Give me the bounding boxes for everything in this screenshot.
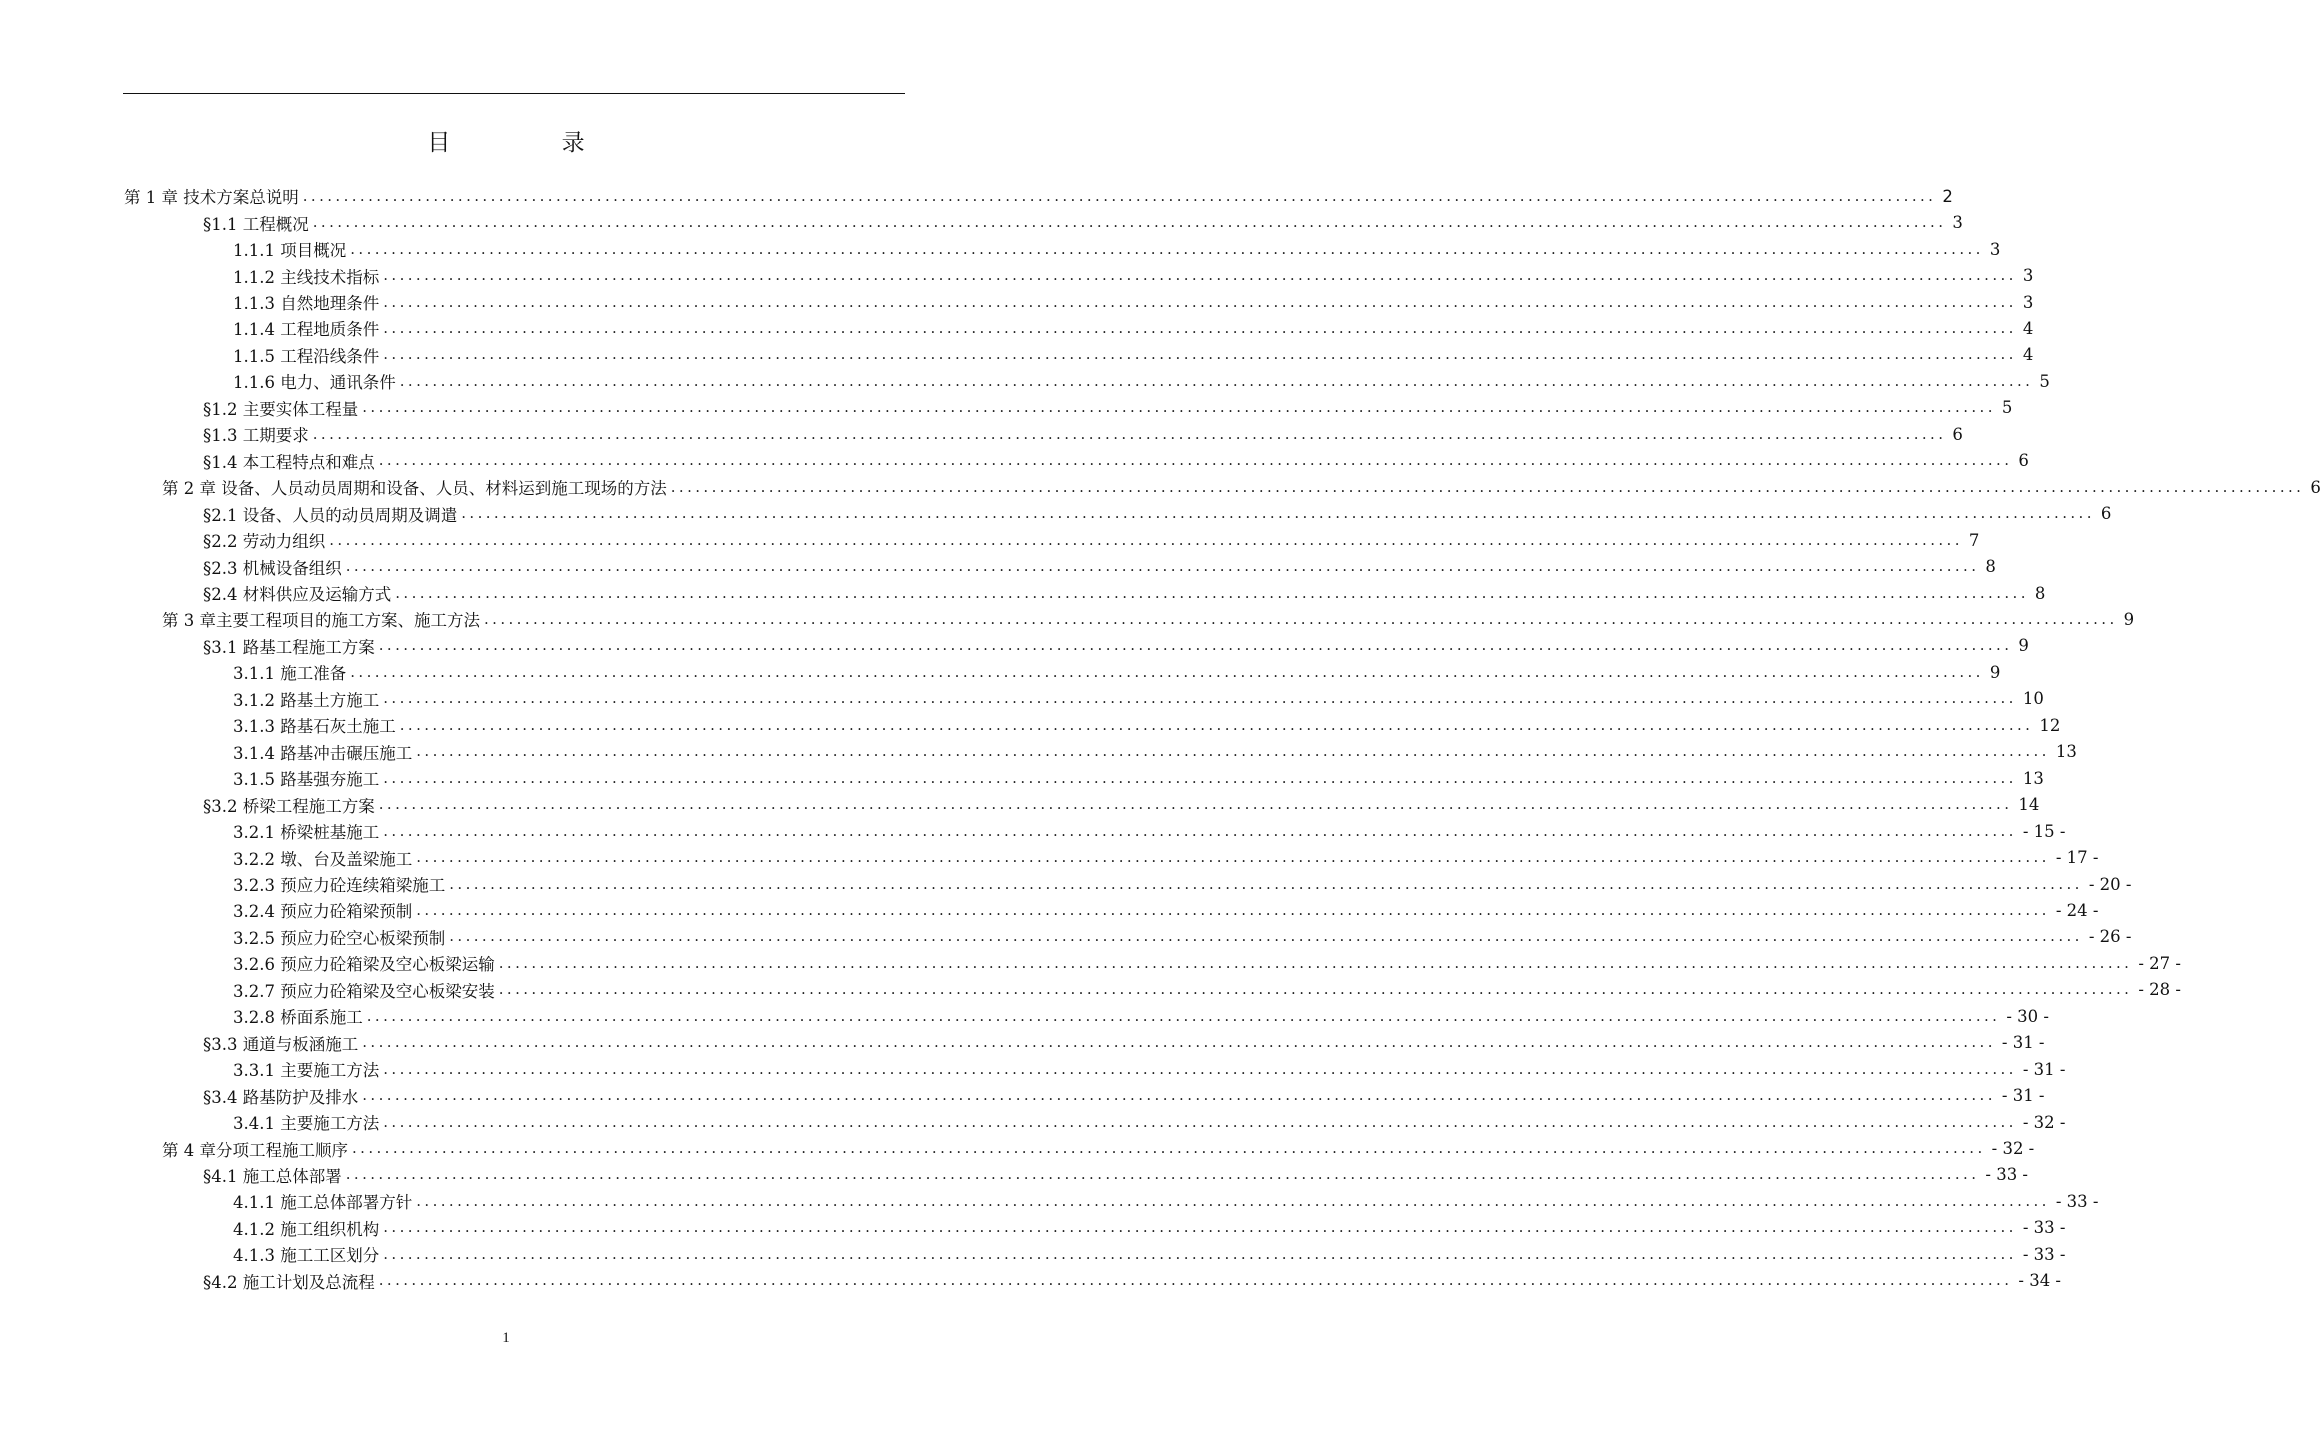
toc-entry	[203, 527, 1980, 553]
toc-entry-label: §1.2 主要实体工程量	[203, 399, 359, 419]
toc-leader-dots: ........................................................................................................................................................................................................	[345, 1165, 1980, 1184]
table-of-contents	[0, 183, 2321, 1294]
toc-entry	[233, 342, 2034, 368]
toc-entry	[233, 818, 2066, 844]
toc-entry-page: - 28 -	[2138, 980, 2181, 1000]
toc-entry-label: 3.1.5 路基强夯施工	[233, 770, 380, 790]
toc-entry	[233, 1003, 2049, 1029]
toc-entry-page: - 33 -	[1985, 1165, 2029, 1185]
toc-entry	[162, 1135, 2035, 1161]
toc-entry-label: §1.4 本工程特点和难点	[203, 452, 375, 472]
toc-leader-dots: ........................................................................................................................................................................................................	[350, 239, 1984, 258]
toc-leader-dots: ........................................................................................................................................................................................................	[383, 345, 2017, 364]
toc-entry-page: 8	[1985, 557, 1996, 577]
toc-leader-dots: ........................................................................................................................................................................................................	[383, 318, 2017, 337]
toc-entry	[233, 289, 2034, 315]
toc-leader-dots: ........................................................................................................................................................................................................	[366, 1006, 2001, 1025]
toc-entry	[203, 395, 2013, 421]
toc-leader-dots: ........................................................................................................................................................................................................	[383, 1218, 2017, 1237]
toc-entry-page: - 33 -	[2022, 1244, 2066, 1264]
toc-leader-dots: ........................................................................................................................................................................................................	[362, 398, 1996, 417]
toc-entry-label: 3.1.3 路基石灰土施工	[233, 717, 396, 737]
toc-entry-page: - 33 -	[2022, 1218, 2066, 1238]
toc-entry-label: 4.1.1 施工总体部署方针	[233, 1193, 413, 1213]
toc-leader-dots: ........................................................................................................................................................................................................	[484, 609, 2118, 628]
toc-entry-page: 12	[2039, 715, 2061, 735]
toc-entry-label: 3.2.3 预应力砼连续箱梁施工	[233, 876, 446, 895]
toc-entry	[233, 236, 2001, 262]
toc-entry-label: 3.2.8 桥面系施工	[233, 1008, 363, 1028]
toc-entry-page: 6	[2310, 477, 2321, 497]
toc-leader-dots: ........................................................................................................................................................................................................	[449, 874, 2083, 893]
toc-entry-page: - 24 -	[2055, 900, 2099, 920]
toc-entry-page: - 27 -	[2138, 953, 2181, 973]
toc-entry-page: 6	[1952, 424, 1963, 444]
toc-entry	[233, 686, 2044, 712]
toc-entry-label: 第 2 章 设备、人员动员周期和设备、人员、材料运到施工现场的方法	[162, 479, 667, 499]
toc-leader-dots: ........................................................................................................................................................................................................	[362, 1086, 1996, 1105]
toc-leader-dots: ........................................................................................................................................................................................................	[378, 636, 2013, 655]
toc-leader-dots: ........................................................................................................................................................................................................	[329, 530, 1963, 549]
toc-entry	[233, 844, 2099, 870]
toc-leader-dots: ........................................................................................................................................................................................................	[378, 451, 2013, 470]
toc-entry	[162, 474, 2321, 500]
toc-entry-page: 10	[2022, 689, 2044, 709]
toc-entry-label: §3.2 桥梁工程施工方案	[203, 796, 375, 816]
toc-entry-label: §4.2 施工计划及总流程	[203, 1272, 375, 1292]
toc-entry-page: 4	[2022, 345, 2034, 365]
toc-entry-label: §3.1 路基工程施工方案	[203, 637, 375, 657]
toc-entry	[203, 500, 2112, 526]
toc-entry-label: 3.1.4 路基冲击碾压施工	[233, 743, 413, 763]
toc-leader-dots: ........................................................................................................................................................................................................	[383, 821, 2017, 840]
toc-entry-label: 1.1.5 工程沿线条件	[233, 346, 380, 366]
toc-entry-page: 9	[2123, 609, 2135, 629]
toc-leader-dots: ........................................................................................................................................................................................................	[302, 186, 1937, 205]
toc-entry-label: 3.1.2 路基土方施工	[233, 690, 380, 710]
toc-entry-page: 9	[2018, 636, 2029, 656]
toc-entry-label: §2.4 材料供应及运输方式	[203, 585, 392, 605]
toc-entry-label: 1.1.1 项目概况	[233, 241, 347, 261]
toc-entry-page: - 31 -	[2022, 1059, 2066, 1079]
toc-leader-dots: ........................................................................................................................................................................................................	[399, 371, 2034, 390]
toc-leader-dots: ........................................................................................................................................................................................................	[312, 213, 1947, 232]
toc-entry	[203, 1268, 2062, 1294]
toc-entry-page: 3	[1989, 239, 2001, 259]
toc-entry	[233, 977, 2181, 1003]
toc-entry-page: 5	[2001, 398, 2013, 418]
toc-entry-label: §3.4 路基防护及排水	[203, 1087, 359, 1107]
toc-leader-dots: ........................................................................................................................................................................................................	[383, 1244, 2017, 1263]
toc-leader-dots: ........................................................................................................................................................................................................	[383, 768, 2017, 787]
toc-entry-label: 3.2.1 桥梁桩基施工	[233, 823, 380, 843]
toc-entry-page: 6	[2018, 451, 2029, 471]
toc-entry-page: - 34 -	[2018, 1271, 2062, 1291]
toc-leader-dots: ........................................................................................................................................................................................................	[461, 504, 2095, 523]
toc-entry-label: 第 3 章主要工程项目的施工方案、施工方法	[162, 611, 480, 631]
toc-entry-label: §1.3 工期要求	[203, 426, 309, 446]
toc-leader-dots: ........................................................................................................................................................................................................	[345, 557, 1980, 576]
toc-entry	[203, 421, 1963, 447]
toc-entry-label: 3.2.4 预应力砼箱梁预制	[233, 902, 413, 922]
toc-entry	[162, 606, 2135, 632]
toc-leader-dots: ........................................................................................................................................................................................................	[350, 662, 1984, 681]
toc-entry-label: 第 1 章 技术方案总说明	[124, 188, 299, 208]
toc-entry	[233, 924, 2132, 950]
toc-leader-dots: ........................................................................................................................................................................................................	[383, 689, 2017, 708]
toc-entry-page: 3	[1952, 213, 1963, 233]
toc-entry	[203, 633, 2029, 659]
toc-entry-label: 1.1.4 工程地质条件	[233, 320, 380, 340]
toc-entry-page: - 17 -	[2055, 848, 2099, 868]
toc-entry-page: - 30 -	[2006, 1006, 2049, 1026]
toc-entry-page: - 26 -	[2088, 927, 2132, 947]
toc-entry-label: 1.1.6 电力、通讯条件	[233, 373, 396, 393]
toc-entry	[124, 183, 1953, 209]
toc-entry	[233, 765, 2044, 791]
toc-entry-page: - 15 -	[2022, 821, 2066, 841]
toc-leader-dots: ........................................................................................................................................................................................................	[395, 583, 2029, 602]
toc-entry-label: §4.1 施工总体部署	[203, 1166, 342, 1186]
toc-entry	[233, 368, 2050, 394]
toc-entry	[233, 1056, 2066, 1082]
toc-entry	[233, 712, 2061, 738]
toc-leader-dots: ........................................................................................................................................................................................................	[312, 424, 1947, 443]
toc-entry	[203, 580, 2046, 606]
toc-leader-dots: ........................................................................................................................................................................................................	[399, 715, 2034, 734]
toc-leader-dots: ........................................................................................................................................................................................................	[498, 980, 2133, 999]
toc-entry-page: 5	[2039, 371, 2050, 391]
toc-leader-dots: ........................................................................................................................................................................................................	[449, 927, 2083, 946]
toc-entry-page: - 20 -	[2088, 874, 2132, 894]
toc-entry-label: §3.3 通道与板涵施工	[203, 1034, 359, 1054]
toc-entry-page: 14	[2018, 795, 2040, 815]
toc-entry-label: 4.1.2 施工组织机构	[233, 1219, 380, 1239]
toc-entry-page: - 32 -	[2022, 1112, 2066, 1132]
toc-entry-page: - 31 -	[2001, 1086, 2045, 1106]
toc-entry-page: 6	[2100, 504, 2112, 524]
toc-entry-label: §2.2 劳动力组织	[203, 532, 326, 552]
toc-entry	[203, 1162, 2029, 1188]
toc-leader-dots: ........................................................................................................................................................................................................	[362, 1033, 1996, 1052]
toc-entry-label: §2.1 设备、人员的动员周期及调遣	[203, 505, 458, 525]
toc-leader-dots: ........................................................................................................................................................................................................	[378, 1271, 2013, 1290]
toc-entry	[233, 1188, 2099, 1214]
toc-entry-page: 13	[2022, 768, 2044, 788]
toc-entry-label: 3.3.1 主要施工方法	[233, 1061, 380, 1081]
toc-entry-label: §2.3 机械设备组织	[203, 558, 342, 578]
toc-entry-page: 7	[1968, 530, 1980, 550]
toc-entry	[233, 1215, 2066, 1241]
toc-leader-dots: ........................................................................................................................................................................................................	[416, 742, 2050, 761]
toc-entry	[233, 739, 2077, 765]
toc-entry	[203, 791, 2040, 817]
toc-entry	[203, 553, 1996, 579]
toc-entry	[233, 1241, 2066, 1267]
toc-entry-page: 3	[2022, 292, 2034, 312]
toc-entry-page: 9	[1989, 662, 2001, 682]
toc-entry	[233, 659, 2001, 685]
toc-entry	[203, 209, 1963, 235]
toc-entry-label: 第 4 章分项工程施工顺序	[162, 1140, 348, 1160]
toc-entry	[203, 1082, 2045, 1108]
toc-leader-dots: ........................................................................................................................................................................................................	[416, 1191, 2050, 1210]
toc-entry	[233, 315, 2034, 341]
toc-entry-page: 4	[2022, 318, 2034, 338]
toc-entry-page: 13	[2055, 742, 2077, 762]
toc-entry	[233, 950, 2181, 976]
page-number: 1	[502, 1330, 510, 1346]
toc-entry-page: - 32 -	[1991, 1139, 2035, 1159]
toc-leader-dots: ........................................................................................................................................................................................................	[416, 848, 2050, 867]
toc-entry	[233, 897, 2099, 923]
toc-entry-label: 3.1.1 施工准备	[233, 664, 347, 684]
toc-entry-label: 1.1.3 自然地理条件	[233, 294, 380, 314]
toc-entry	[233, 871, 2132, 897]
header-rule	[123, 93, 905, 94]
toc-entry-label: 1.1.2 主线技术指标	[233, 267, 380, 287]
toc-entry-page: - 31 -	[2001, 1033, 2045, 1053]
toc-leader-dots: ........................................................................................................................................................................................................	[383, 266, 2017, 285]
toc-entry-label: 3.2.7 预应力砼箱梁及空心板梁安装	[233, 981, 495, 1001]
toc-leader-dots: ........................................................................................................................................................................................................	[383, 1112, 2017, 1131]
toc-entry	[203, 1030, 2045, 1056]
page-title: 目 录	[427, 130, 637, 156]
toc-entry-label: 3.2.6 预应力砼箱梁及空心板梁运输	[233, 955, 495, 975]
toc-entry-label: 4.1.3 施工工区划分	[233, 1246, 380, 1266]
toc-entry	[233, 262, 2034, 288]
toc-entry-label: §1.1 工程概况	[203, 214, 309, 234]
toc-leader-dots: ........................................................................................................................................................................................................	[670, 477, 2305, 496]
toc-entry-page: 8	[2034, 583, 2046, 603]
toc-leader-dots: ........................................................................................................................................................................................................	[378, 795, 2013, 814]
toc-entry-page: 3	[2022, 266, 2034, 286]
toc-entry	[233, 1109, 2066, 1135]
toc-entry	[203, 448, 2029, 474]
toc-entry-page: - 33 -	[2055, 1191, 2099, 1211]
toc-entry-label: 3.2.2 墩、台及盖梁施工	[233, 849, 413, 869]
toc-leader-dots: ........................................................................................................................................................................................................	[416, 900, 2050, 919]
toc-leader-dots: ........................................................................................................................................................................................................	[383, 292, 2017, 311]
toc-entry-label: 3.2.5 预应力砼空心板梁预制	[233, 928, 446, 948]
toc-entry-label: 3.4.1 主要施工方法	[233, 1114, 380, 1134]
toc-leader-dots: ........................................................................................................................................................................................................	[498, 953, 2133, 972]
toc-leader-dots: ........................................................................................................................................................................................................	[383, 1059, 2017, 1078]
toc-entry-page: 2	[1942, 186, 1953, 206]
toc-leader-dots: ........................................................................................................................................................................................................	[352, 1139, 1986, 1158]
